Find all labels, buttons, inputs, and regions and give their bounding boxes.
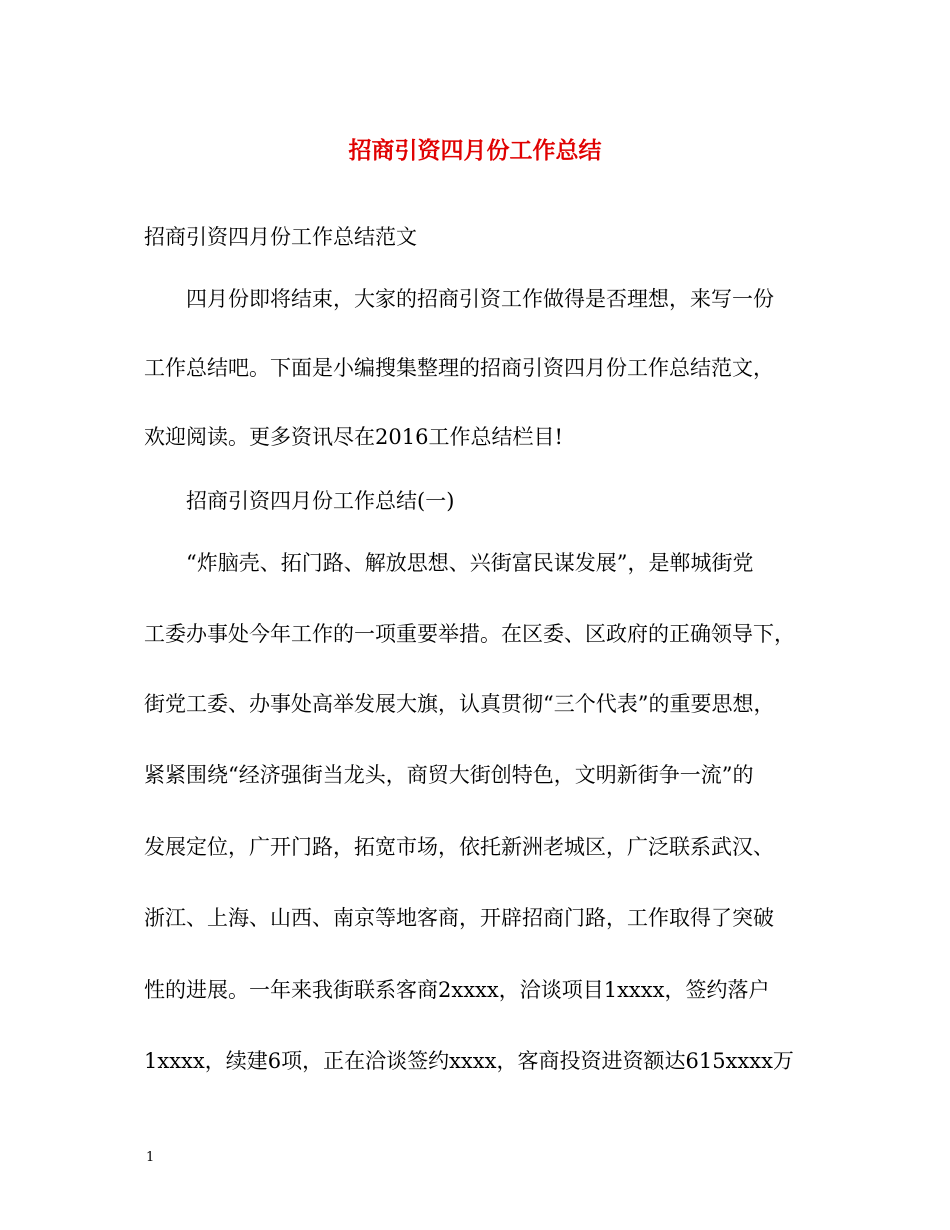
page-number: 1 xyxy=(146,1150,155,1165)
paragraph-line: 街党工委、办事处高举发展大旗，认真贯彻“三个代表”的重要思想， xyxy=(144,692,775,716)
paragraph-line: 工作总结吧。下面是小编搜集整理的招商引资四月份工作总结范文， xyxy=(144,356,774,380)
paragraph-line: 性的进展。一年来我街联系客商2xxxx，洽谈项目1xxxx，签约落户 xyxy=(144,978,770,1002)
document-title: 招商引资四月份工作总结 xyxy=(348,137,602,164)
paragraph-line: 工委办事处今年工作的一项重要举措。在区委、区政府的正确领导下， xyxy=(144,622,795,646)
paragraph-line: 浙江、上海、山西、南京等地客商，开辟招商门路，工作取得了突破 xyxy=(144,906,774,930)
paragraph-line: 欢迎阅读。更多资讯尽在2016工作总结栏目! xyxy=(144,425,563,449)
paragraph-line: 1xxxx，续建6项，正在洽谈签约xxxx，客商投资进资额达615xxxx万 xyxy=(144,1049,794,1073)
paragraph-line: 四月份即将结束，大家的招商引资工作做得是否理想，来写一份 xyxy=(186,287,774,311)
paragraph-line: “炸脑壳、拓门路、解放思想、兴街富民谋发展”，是郸城街党 xyxy=(186,551,754,575)
subtitle-line: 招商引资四月份工作总结范文 xyxy=(144,225,417,249)
paragraph-line: 紧紧围绕“经济强街当龙头，商贸大街创特色，文明新街争一流”的 xyxy=(144,763,754,787)
section-heading: 招商引资四月份工作总结(一) xyxy=(186,489,455,513)
paragraph-line: 发展定位，广开门路，拓宽市场，依托新洲老城区，广泛联系武汉、 xyxy=(144,835,774,859)
